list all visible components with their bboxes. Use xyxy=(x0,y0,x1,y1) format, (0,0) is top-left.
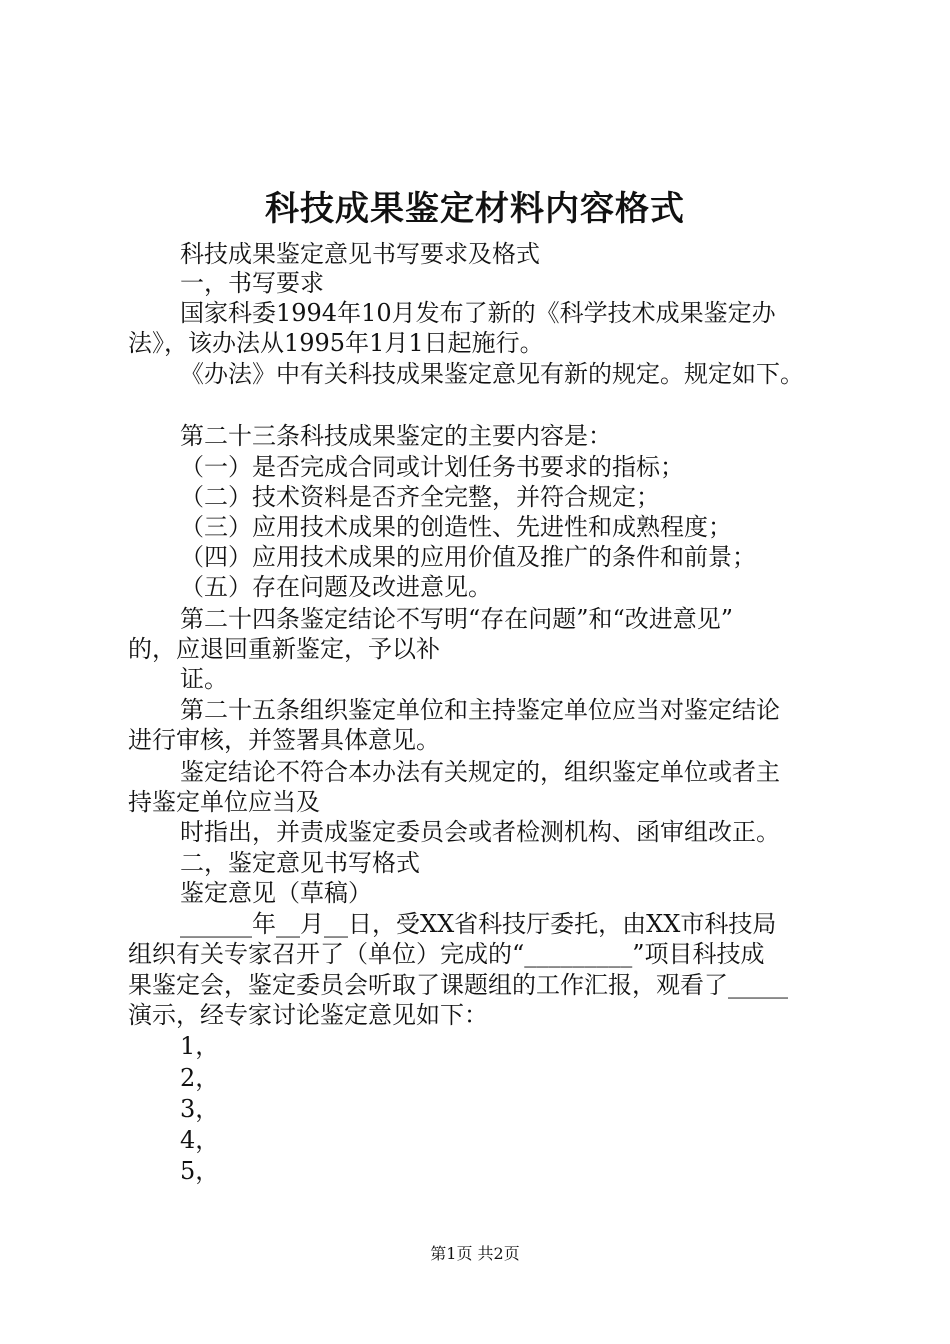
paragraph-line: 第二十五条组织鉴定单位和主持鉴定单位应当对鉴定结论 xyxy=(180,696,780,724)
paragraph-line: 法》，该办法从1995年1月1日起施行。 xyxy=(128,329,544,357)
subtitle-line: 科技成果鉴定意见书写要求及格式 xyxy=(180,240,540,268)
numbered-item: 1， xyxy=(180,1032,220,1060)
list-item: （五）存在问题及改进意见。 xyxy=(180,573,492,601)
page-footer: 第1页 共2页 xyxy=(430,1244,520,1263)
paragraph-line: 鉴定结论不符合本办法有关规定的，组织鉴定单位或者主 xyxy=(180,758,780,786)
list-item: （四）应用技术成果的应用价值及推广的条件和前景； xyxy=(180,543,756,571)
template-line: 演示，经专家讨论鉴定意见如下： xyxy=(128,1001,488,1029)
template-line: 果鉴定会，鉴定委员会听取了课题组的工作汇报，观看了_____ xyxy=(128,971,788,999)
paragraph-line: 第二十四条鉴定结论不写明“存在问题”和“改进意见” xyxy=(180,605,734,633)
paragraph-line: 时指出，并责成鉴定委员会或者检测机构、函审组改正。 xyxy=(180,818,780,846)
draft-heading: 鉴定意见（草稿） xyxy=(180,879,372,907)
list-item: （二）技术资料是否齐全完整，并符合规定； xyxy=(180,483,660,511)
section-heading: 一，书写要求 xyxy=(180,269,324,297)
paragraph-line: 证。 xyxy=(180,665,228,693)
section-heading: 二，鉴定意见书写格式 xyxy=(180,849,420,877)
paragraph-line: 国家科委1994年10月发布了新的《科学技术成果鉴定办 xyxy=(180,299,776,327)
template-line: 组织有关专家召开了（单位）完成的“_________”项目科技成 xyxy=(128,940,765,968)
list-item: （三）应用技术成果的创造性、先进性和成熟程度； xyxy=(180,513,732,541)
paragraph-line: 《办法》中有关科技成果鉴定意见有新的规定。规定如下。 xyxy=(180,360,804,388)
paragraph-line: 进行审核，并签署具体意见。 xyxy=(128,726,440,754)
document-title: 科技成果鉴定材料内容格式 xyxy=(265,189,685,229)
paragraph-line: 的，应退回重新鉴定，予以补 xyxy=(128,635,440,663)
template-line: ______年__月__日，受XX省科技厅委托，由XX市科技局 xyxy=(180,910,777,938)
paragraph-line: 持鉴定单位应当及 xyxy=(128,788,320,816)
numbered-item: 3， xyxy=(180,1095,220,1123)
list-item: （一）是否完成合同或计划任务书要求的指标； xyxy=(180,453,684,481)
numbered-item: 4， xyxy=(180,1126,220,1154)
article-heading: 第二十三条科技成果鉴定的主要内容是： xyxy=(180,422,612,450)
numbered-item: 2， xyxy=(180,1064,220,1092)
numbered-item: 5， xyxy=(180,1157,220,1185)
